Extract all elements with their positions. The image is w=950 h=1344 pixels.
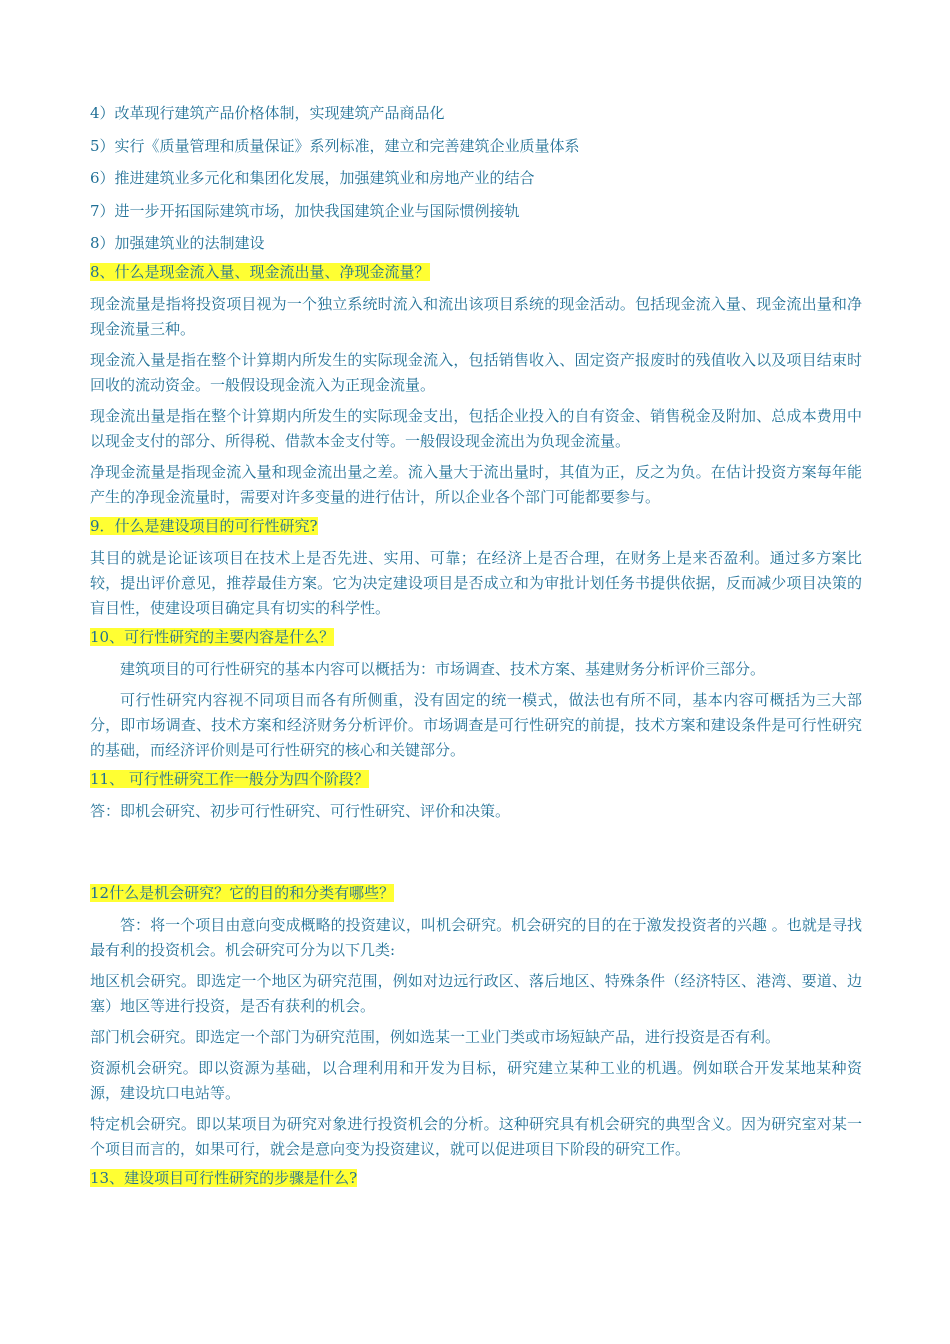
question-heading-11 [90,767,862,792]
paragraph: 特定机会研究。即以某项目为研究对象进行投资机会的分析。这种研究具有机会研究的典型含义。因为研究室对某一个项目而言的，如果可行，就会是意向变为投资建议，就可以促进项目下阶段的研究工作。 [90,1115,862,1158]
list-item: 4）改革现行建筑产品价格体制，实现建筑产品商品化 [90,104,445,122]
paragraph: 部门机会研究。即选定一个部门为研究范围，例如选某一工业门类或市场短缺产品，进行投资是否有利。 [90,1028,781,1046]
list-item: 5）实行《质量管理和质量保证》系列标准，建立和完善建筑企业质量体系 [90,136,580,155]
document-body [90,101,862,1198]
paragraph: 净现金流量是指现金流入量和现金流出量之差。流入量大于流出量时，其值为正，反之为负。在估计投资方案每年能产生的净现金流量时，需要对许多变量的进行估计，所以企业各个部门可能都要参与。 [90,463,862,506]
paragraph: 可行性研究内容视不同项目而各有所侧重，没有固定的统一模式，做法也有所不同，基本内容可概括为三大部分，即市场调查、技术方案和经济财务分析评价。市场调查是可行性研究的前提，技术方案和建设条件是可行性研究的基础，而经济评价则是可行性研究的核心和关键部分。 [90,691,862,759]
highlight: 12什么是机会研究？它的目的和分类有哪些？ [90,884,395,902]
question-heading-8 [90,260,862,285]
highlight: 11、 可行性研究工作一般分为四个阶段？ [90,770,369,788]
question-heading-12 [90,881,862,906]
paragraph: 资源机会研究。即以资源为基础，以合理利用和开发为目标，研究建立某种工业的机遇。例如联合开发某地某种资源，建设坑口电站等。 [90,1059,862,1102]
paragraph: 现金流出量是指在整个计算期内所发生的实际现金支出，包括企业投入的自有资金、销售税金及附加、总成本费用中以现金支付的部分、所得税、借款本金支付等。一般假设现金流出为负现金流量。 [90,407,862,450]
paragraph: 其目的就是论证该项目在技术上是否先进、实用、可靠；在经济上是否合理，在财务上是来否盈利。通过多方案比较，提出评价意见，推荐最佳方案。它为决定建设项目是否成立和为审批计划任务书提供依据，反而减少项目决策的盲目性，使建设项目确定具有切实的科学性。 [90,549,862,617]
answer: 答：即机会研究、初步可行性研究、可行性研究、评价和决策。 [90,802,511,820]
blank-gap [90,830,862,881]
highlight: 13、建设项目可行性研究的步骤是什么? [90,1169,358,1187]
highlight: 10、可行性研究的主要内容是什么？ [90,628,335,646]
list-item: 7）进一步开拓国际建筑市场，加快我国建筑企业与国际惯例接轨 [90,201,520,220]
paragraph: 建筑项目的可行性研究的基本内容可以概括为：市场调查、技术方案、基建财务分析评价三部分。 [120,660,766,678]
question-heading-13 [90,1166,862,1191]
highlight: 9．什么是建设项目的可行性研究? [90,517,318,535]
list-item: 6）推进建筑业多元化和集团化发展，加强建筑业和房地产业的结合 [90,169,535,187]
list-item: 8）加强建筑业的法制建设 [90,234,265,252]
paragraph: 地区机会研究。即选定一个地区为研究范围，例如对边远行政区、落后地区、特殊条件（经济特区、港湾、要道、边塞）地区等进行投资，是否有获利的机会。 [90,972,862,1015]
paragraph: 现金流入量是指在整个计算期内所发生的实际现金流入，包括销售收入、固定资产报废时的残值收入以及项目结束时回收的流动资金。一般假设现金流入为正现金流量。 [90,351,862,394]
question-heading-10 [90,625,862,650]
highlight: 8、什么是现金流入量、现金流出量、净现金流量？ [90,263,430,281]
question-heading-9 [90,514,862,539]
answer: 答：将一个项目由意向变成概略的投资建议，叫机会研究。机会研究的目的在于激发投资者的兴趣 。也就是寻找最有利的投资机会。机会研究可分为以下几类: [90,916,862,959]
paragraph: 现金流量是指将投资项目视为一个独立系统时流入和流出该项目系统的现金活动。包括现金流入量、现金流出量和净现金流量三种。 [90,295,862,338]
